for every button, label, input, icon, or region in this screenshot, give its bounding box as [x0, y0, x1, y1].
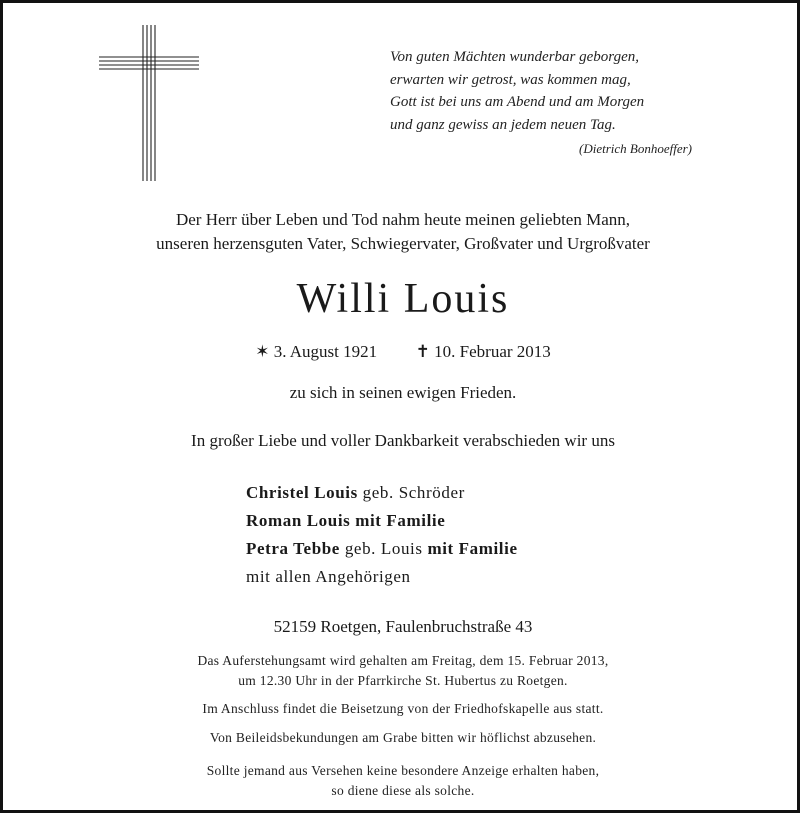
mourner-name: Christel Louis [246, 483, 358, 502]
service-info [3, 651, 800, 690]
quote-author: (Dietrich Bonhoeffer) [579, 141, 692, 156]
service-line: Das Auferstehungsamt wird gehalten am Freitag, dem 15. Februar 2013, [197, 653, 609, 668]
cross-icon [99, 23, 199, 183]
deceased-name: Willi Louis [296, 276, 510, 322]
peace-text: zu sich in seinen ewigen Frieden. [289, 383, 517, 402]
quote-line: erwarten wir getrost, was kommen mag, [390, 71, 631, 88]
notice-line: so diene diese als solche. [331, 782, 475, 798]
mourner-note: geb. Schröder [357, 483, 465, 502]
mourner-row [246, 535, 518, 563]
mourner-row [246, 479, 518, 507]
condolence-info: Von Beileidsbekundungen am Grabe bitten wir höflichst abzusehen. [209, 730, 597, 745]
bonhoeffer-quote [390, 46, 710, 161]
mourner-note: geb. Louis [339, 539, 428, 558]
life-dates [3, 340, 800, 364]
mourner-name: Petra Tebbe [246, 539, 340, 558]
death-date: 10. Februar 2013 [434, 342, 551, 361]
mourners-list [246, 479, 518, 591]
birth-star-icon: ✶ [255, 342, 270, 361]
address: 52159 Roetgen, Faulenbruchstraße 43 [273, 617, 533, 636]
intro-line: Der Herr über Leben und Tod nahm heute meinen geliebten Mann, [175, 210, 631, 229]
birth-date: 3. August 1921 [273, 342, 378, 361]
quote-line: Gott ist bei uns am Abend und am Morgen [390, 94, 645, 110]
intro-line: unseren herzensguten Vater, Schwiegervater, Großvater und Urgroßvater [156, 234, 650, 253]
mourner-row [246, 507, 518, 535]
mourner-note-bold: mit Familie [427, 539, 518, 558]
mourner-name: Roman Louis mit Familie [246, 511, 446, 530]
service-line: um 12.30 Uhr in der Pfarrkirche St. Hubertus zu Roetgen. [238, 672, 568, 688]
quote-line: Von guten Mächten wunderbar geborgen, [390, 49, 639, 65]
notice-info [3, 761, 800, 800]
quote-line: und ganz gewiss an jedem neuen Tag. [390, 116, 616, 133]
intro-text [3, 208, 800, 256]
farewell-text: In großer Liebe und voller Dankbarkeit verabschieden wir uns [191, 431, 615, 450]
burial-info: Im Anschluss findet die Beisetzung von der Friedhofskapelle aus statt. [202, 701, 604, 716]
notice-line: Sollte jemand aus Versehen keine besondere Anzeige erhalten haben, [206, 763, 600, 778]
mourner-row: mit allen Angehörigen [246, 567, 411, 586]
death-cross-icon: ✝ [415, 342, 430, 361]
